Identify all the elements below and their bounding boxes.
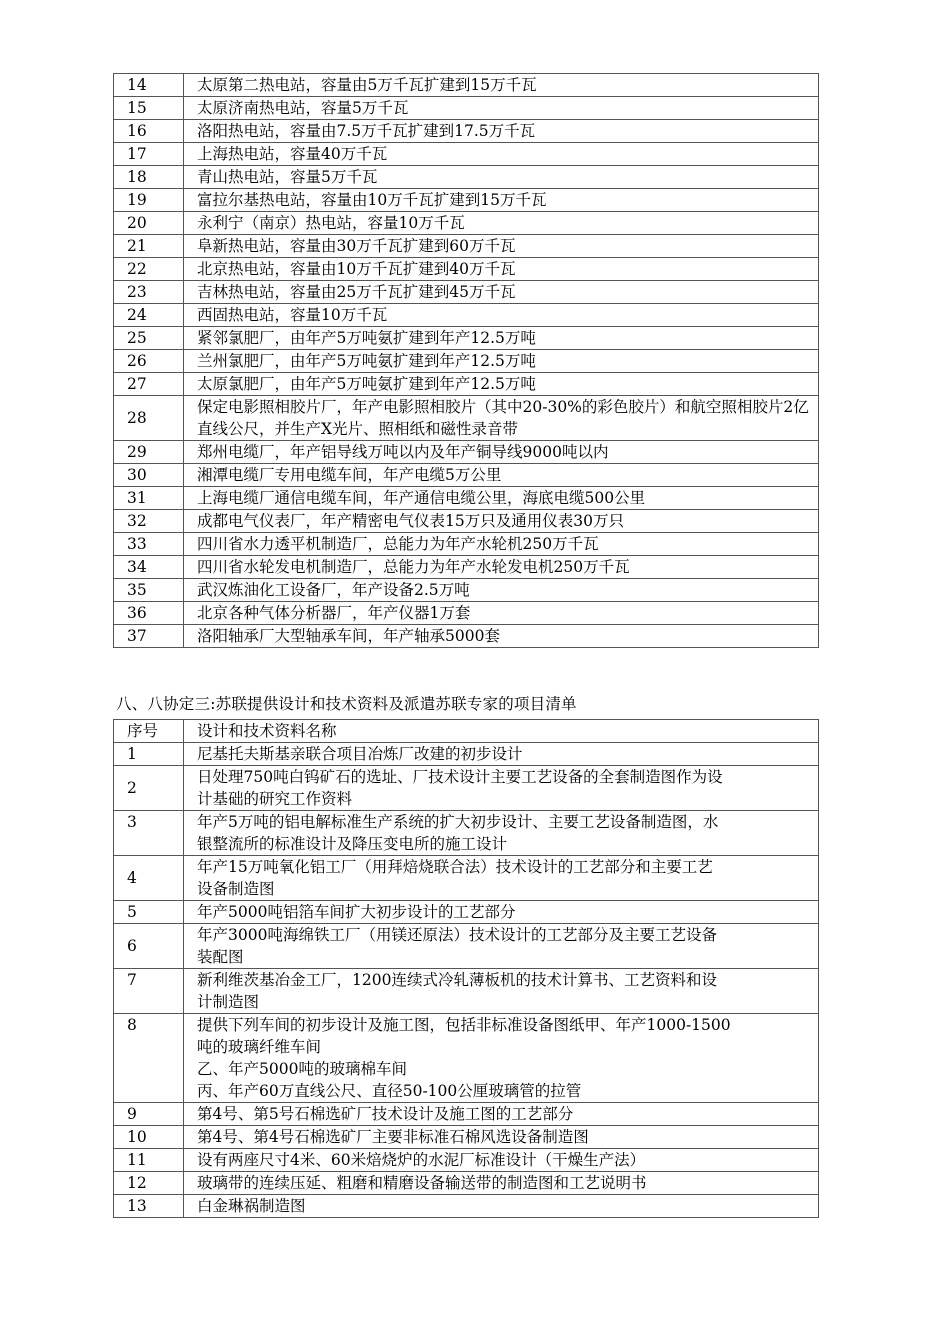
- table-row: [114, 235, 819, 258]
- row-number: 9: [114, 1103, 184, 1126]
- row-number: 13: [114, 1195, 184, 1218]
- row-description: [184, 1126, 819, 1149]
- project-table-continued: [113, 73, 819, 648]
- table-row: [114, 281, 819, 304]
- table-row: [114, 120, 819, 143]
- table-row: [114, 1103, 819, 1126]
- row-number: 33: [114, 533, 184, 556]
- row-description: 青山热电站，容量5万千瓦: [184, 166, 819, 189]
- table-row: [114, 189, 819, 212]
- table-row: [114, 166, 819, 189]
- design-materials-table: [113, 719, 819, 1218]
- description-line: 日处理750吨白钨矿石的选址、厂技术设计主要工艺设备的全套制造图作为设: [197, 768, 723, 786]
- table-row: [114, 1149, 819, 1172]
- table-row: [114, 901, 819, 924]
- row-number: 16: [114, 120, 184, 143]
- row-description: [184, 1014, 819, 1103]
- description-line: 丙、年产60万直线公尺、直径50-100公厘玻璃管的拉管: [197, 1082, 582, 1100]
- table-row: [114, 1014, 819, 1103]
- row-number: 6: [114, 924, 184, 969]
- description-line: 玻璃带的连续压延、粗磨和精磨设备输送带的制造图和工艺说明书: [197, 1174, 647, 1192]
- row-description: [184, 924, 819, 969]
- row-description: [184, 766, 819, 811]
- table-row: [114, 97, 819, 120]
- row-description: 武汉炼油化工设备厂，年产设备2.5万吨: [184, 579, 819, 602]
- table-row: [114, 602, 819, 625]
- row-number: 8: [114, 1014, 184, 1103]
- description-line: 设备制造图: [197, 880, 275, 898]
- description-line: 新利维茨基冶金工厂，1200连续式冷轧薄板机的技术计算书、工艺资料和设: [197, 971, 717, 989]
- table-row: [114, 487, 819, 510]
- row-description: 上海热电站，容量40万千瓦: [184, 143, 819, 166]
- row-description: [184, 1103, 819, 1126]
- description-line: 尼基托夫斯基亲联合项目冶炼厂改建的初步设计: [197, 745, 523, 763]
- table-row: [114, 1126, 819, 1149]
- row-description: 紧邻氯肥厂，由年产5万吨氨扩建到年产12.5万吨: [184, 327, 819, 350]
- row-description: 西固热电站，容量10万千瓦: [184, 304, 819, 327]
- row-description: 太原氯肥厂，由年产5万吨氨扩建到年产12.5万吨: [184, 373, 819, 396]
- header-title: 设计和技术资料名称: [184, 720, 819, 743]
- row-number: 22: [114, 258, 184, 281]
- row-description: 四川省水轮发电机制造厂，总能力为年产水轮发电机250万千瓦: [184, 556, 819, 579]
- row-description: 兰州氯肥厂，由年产5万吨氨扩建到年产12.5万吨: [184, 350, 819, 373]
- description-line: 装配图: [197, 948, 244, 966]
- row-description: 四川省水力透平机制造厂，总能力为年产水轮机250万千瓦: [184, 533, 819, 556]
- row-description: 富拉尔基热电站，容量由10万千瓦扩建到15万千瓦: [184, 189, 819, 212]
- row-description: 洛阳轴承厂大型轴承车间，年产轴承5000套: [184, 625, 819, 648]
- table-row: [114, 258, 819, 281]
- table-row: [114, 1172, 819, 1195]
- row-number: 26: [114, 350, 184, 373]
- table-row: [114, 533, 819, 556]
- header-no: 序号: [114, 720, 184, 743]
- table-row: [114, 441, 819, 464]
- description-line: 第4号、第5号石棉选矿厂技术设计及施工图的工艺部分: [197, 1105, 574, 1123]
- section-heading: 八、八协定三:苏联提供设计和技术资料及派遣苏联专家的项目清单: [116, 695, 577, 713]
- table-row: [114, 327, 819, 350]
- row-number: 21: [114, 235, 184, 258]
- row-number: 28: [114, 396, 184, 441]
- description-line: 年产5万吨的铝电解标准生产系统的扩大初步设计、主要工艺设备制造图，水: [197, 813, 719, 831]
- table-row: [114, 743, 819, 766]
- row-number: 18: [114, 166, 184, 189]
- row-description: 成都电气仪表厂，年产精密电气仪表15万只及通用仪表30万只: [184, 510, 819, 533]
- row-description: [184, 1149, 819, 1172]
- row-number: 7: [114, 969, 184, 1014]
- table-row: [114, 924, 819, 969]
- description-line: 计制造图: [197, 993, 260, 1011]
- row-number: 30: [114, 464, 184, 487]
- row-description: 湘潭电缆厂专用电缆车间，年产电缆5万公里: [184, 464, 819, 487]
- row-description: 阜新热电站，容量由30万千瓦扩建到60万千瓦: [184, 235, 819, 258]
- row-number: 19: [114, 189, 184, 212]
- row-number: 4: [114, 856, 184, 901]
- description-line: 吨的玻璃纤维车间: [197, 1038, 322, 1056]
- row-number: 27: [114, 373, 184, 396]
- table-row: [114, 625, 819, 648]
- row-description: [184, 901, 819, 924]
- row-number: 5: [114, 901, 184, 924]
- table-row: [114, 212, 819, 235]
- row-number: 31: [114, 487, 184, 510]
- row-number: 29: [114, 441, 184, 464]
- table-row: [114, 350, 819, 373]
- description-line: 年产3000吨海绵铁工厂（用镁还原法）技术设计的工艺部分及主要工艺设备: [197, 926, 717, 944]
- row-description: [184, 856, 819, 901]
- row-description: 上海电缆厂通信电缆车间，年产通信电缆公里，海底电缆500公里: [184, 487, 819, 510]
- description-line: 年产15万吨氧化铝工厂（用拜焙烧联合法）技术设计的工艺部分和主要工艺: [197, 858, 713, 876]
- table-row: [114, 143, 819, 166]
- table-row: [114, 766, 819, 811]
- row-description: 郑州电缆厂，年产铝导线万吨以内及年产铜导线9000吨以内: [184, 441, 819, 464]
- table-row: [114, 811, 819, 856]
- description-line: 银整流所的标准设计及降压变电所的施工设计: [197, 835, 508, 853]
- row-description: 北京热电站，容量由10万千瓦扩建到40万千瓦: [184, 258, 819, 281]
- row-number: 11: [114, 1149, 184, 1172]
- table-row: [114, 373, 819, 396]
- description-line: 第4号、第4号石棉选矿厂主要非标准石棉风选设备制造图: [197, 1128, 589, 1146]
- description-line: 计基础的研究工作资料: [197, 790, 353, 808]
- row-number: 20: [114, 212, 184, 235]
- row-number: 34: [114, 556, 184, 579]
- row-number: 25: [114, 327, 184, 350]
- table-row: [114, 1195, 819, 1218]
- row-number: 3: [114, 811, 184, 856]
- description-line: 乙、年产5000吨的玻璃棉车间: [197, 1060, 407, 1078]
- row-number: 36: [114, 602, 184, 625]
- table-row: [114, 579, 819, 602]
- table-row: [114, 304, 819, 327]
- row-number: 23: [114, 281, 184, 304]
- row-number: 10: [114, 1126, 184, 1149]
- table-row: [114, 464, 819, 487]
- row-description: 太原济南热电站，容量5万千瓦: [184, 97, 819, 120]
- description-line: 白金琳祸制造图: [197, 1197, 306, 1215]
- row-number: 14: [114, 74, 184, 97]
- row-number: 35: [114, 579, 184, 602]
- row-number: 32: [114, 510, 184, 533]
- row-number: 37: [114, 625, 184, 648]
- table-row: [114, 969, 819, 1014]
- row-description: [184, 1172, 819, 1195]
- row-description: 北京各种气体分析器厂，年产仪器1万套: [184, 602, 819, 625]
- row-description: [184, 969, 819, 1014]
- row-description: [184, 1195, 819, 1218]
- row-number: 15: [114, 97, 184, 120]
- table-row: [114, 556, 819, 579]
- table-row: [114, 856, 819, 901]
- table-row: [114, 396, 819, 441]
- row-description: 洛阳热电站，容量由7.5万千瓦扩建到17.5万千瓦: [184, 120, 819, 143]
- row-number: 2: [114, 766, 184, 811]
- row-number: 1: [114, 743, 184, 766]
- row-description: [184, 743, 819, 766]
- description-line: 年产5000吨铝箔车间扩大初步设计的工艺部分: [197, 903, 516, 921]
- row-number: 12: [114, 1172, 184, 1195]
- row-description: [184, 811, 819, 856]
- description-line: 设有两座尺寸4米、60米焙烧炉的水泥厂标准设计（干燥生产法）: [197, 1151, 646, 1169]
- table-row: [114, 74, 819, 97]
- row-description: 永利宁（南京）热电站，容量10万千瓦: [184, 212, 819, 235]
- table-row: [114, 510, 819, 533]
- table-header-row: [114, 720, 819, 743]
- row-description: 太原第二热电站，容量由5万千瓦扩建到15万千瓦: [184, 74, 819, 97]
- row-description: 保定电影照相胶片厂，年产电影照相胶片（其中20-30%的彩色胶片）和航空照相胶片2亿直线公尺，并生产X光片、照相纸和磁性录音带: [184, 396, 819, 441]
- row-number: 17: [114, 143, 184, 166]
- row-number: 24: [114, 304, 184, 327]
- row-description: 吉林热电站，容量由25万千瓦扩建到45万千瓦: [184, 281, 819, 304]
- description-line: 提供下列车间的初步设计及施工图，包括非标准设备图纸甲、年产1000-1500: [197, 1016, 731, 1034]
